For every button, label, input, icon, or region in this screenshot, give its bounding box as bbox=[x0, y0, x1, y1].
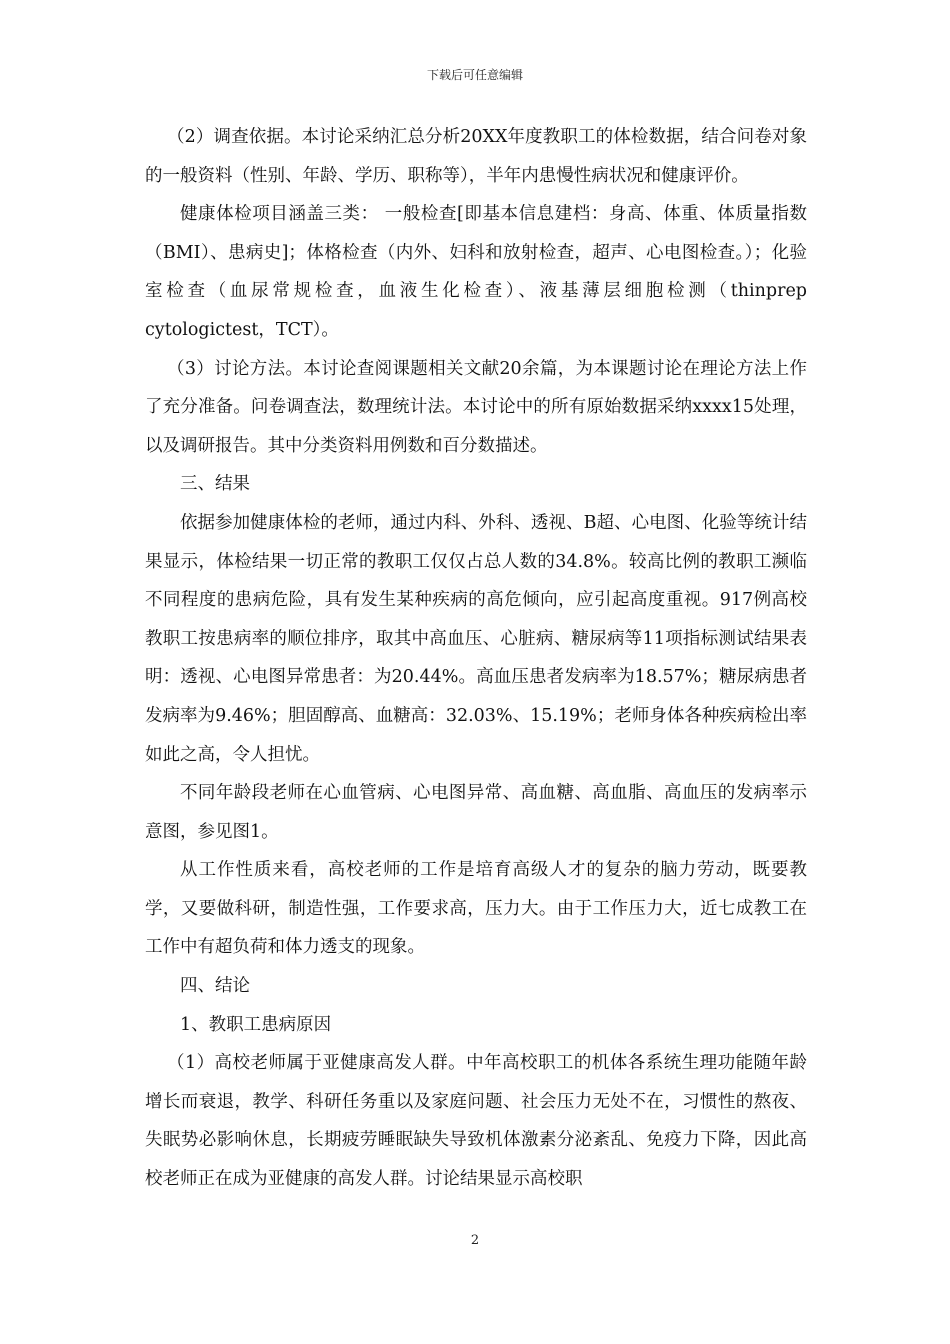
paragraph-work-nature: 从工作性质来看，高校老师的工作是培育高级人才的复杂的脑力劳动，既要教学，又要做科研，制造性强，工作要求高，压力大。由于工作压力大，近七成教工在工作中有超负荷和体力透支的现象。 bbox=[145, 860, 807, 958]
page-header: 下载后可任意编辑 bbox=[426, 68, 523, 82]
paragraph-survey-basis: （2）调查依据。本讨论采纳汇总分析20XX年度教职工的体检数据，结合问卷对象的一般资料（性别、年龄、学历、职称等），半年内患慢性病状况和健康评价。 bbox=[145, 127, 807, 186]
heading-conclusion: 四、结论 bbox=[180, 976, 250, 997]
paragraph-method: （3）讨论方法。本讨论查阅课题相关文献20余篇，为本课题讨论在理论方法上作了充分准备。问卷调查法，数理统计法。本讨论中的所有原始数据采纳xxxx15处理，以及调研报告。其中分类资料用例数和百分数描述。 bbox=[145, 358, 807, 456]
document-body bbox=[145, 118, 807, 1199]
paragraph-figure-ref: 不同年龄段老师在心血管病、心电图异常、高血糖、高血脂、高血压的发病率示意图，参见图1。 bbox=[145, 783, 807, 842]
paragraph-subhealth: （1）高校老师属于亚健康高发人群。中年高校职工的机体各系统生理功能随年龄增长而衰退，教学、科研任务重以及家庭问题、社会压力无处不在，习惯性的熬夜、失眠势必影响休息，长期疲劳睡眠缺失导致机体激素分泌紊乱、免疫力下降，因此高校老师正在成为亚健康的高发人群。讨论结果显示高校职 bbox=[145, 1053, 807, 1190]
heading-results: 三、结果 bbox=[180, 474, 250, 495]
paragraph-exam-items: 健康体检项目涵盖三类： 一般检查[即基本信息建档：身高、体重、体质量指数（BMI）、患病史]；体格检查（内外、妇科和放射检查，超声、心电图检查。）；化验室检查（血尿常规检查，血液生化检查）、液基薄层细胞检测（thinprep cytologictest，TCT）。 bbox=[145, 204, 807, 340]
subheading-causes: 1、教职工患病原因 bbox=[180, 1014, 332, 1035]
page-number: 2 bbox=[470, 1233, 480, 1248]
paragraph-results: 依据参加健康体检的老师，通过内科、外科、透视、B超、心电图、化验等统计结果显示，体检结果一切正常的教职工仅仅占总人数的34.8%。较高比例的教职工濒临不同程度的患病危险，具有发生某种疾病的高危倾向，应引起高度重视。917例高校教职工按患病率的顺位排序，取其中高血压、心脏病、糖尿病等11项指标测试结果表明：透视、心电图异常患者：为20.44%。高血压患者发病率为18.57%；糖尿病患者发病率为9.46%；胆固醇高、血糖高：32.03%、15.19%；老师身体各种疾病检出率如此之高，令人担忧。 bbox=[145, 512, 807, 765]
